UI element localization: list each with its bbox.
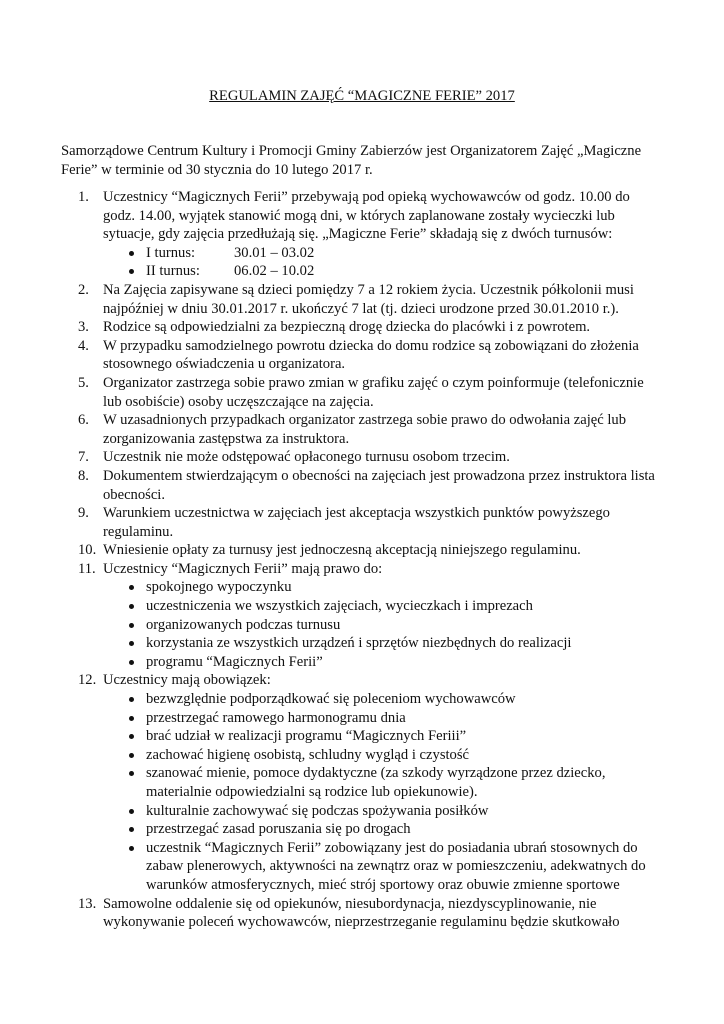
rule-text: Warunkiem uczestnictwa w zajęciach jest akceptacja wszystkich punktów powyższego regulaminu. [103, 505, 610, 540]
bullet-icon [129, 660, 134, 665]
rule-item [0, 504, 724, 541]
rule-number: 8. [78, 467, 89, 484]
rule-number: 1. [78, 189, 89, 205]
bullet-icon [129, 809, 134, 814]
bullet-icon [129, 269, 134, 274]
rights-list [0, 578, 724, 671]
rule-number: 12. [78, 672, 97, 689]
list-item: brać udział w realizacji programu “Magicznych Feriii” [0, 727, 724, 746]
rule-number: 3. [78, 319, 89, 336]
rule-item [0, 671, 724, 894]
bullet-icon [129, 604, 134, 609]
turnus-dates: 06.02 – 10.02 [234, 263, 315, 280]
rule-number: 4. [78, 337, 89, 354]
list-item: spokojnego wypoczynku [0, 578, 724, 597]
bullet-icon [129, 585, 134, 590]
rule-number: 11. [78, 560, 96, 577]
list-item: zachować higienę osobistą, schludny wygląd i czystość [0, 746, 724, 765]
bullet-icon [129, 716, 134, 721]
rule-text: Organizator zastrzega sobie prawo zmian w grafiku zajęć o czym poinformuje (telefonicznie lub osobiście) osoby uczęszczające na zajęcia. [103, 374, 644, 410]
bullet-icon [129, 641, 134, 646]
turnus-item [0, 262, 724, 281]
bullet-icon [129, 697, 134, 702]
list-item: przestrzegać zasad poruszania się po drogach [0, 820, 724, 839]
rule-text: Samowolne oddalenie się od opiekunów, niesubordynacja, niezdyscyplinowanie, nie wykonywanie poleceń wychowawców, nieprzestrzeganie regulaminu będzie skutkowało [103, 895, 620, 931]
rule-item [0, 374, 724, 411]
rule-item [0, 337, 724, 374]
turnus-list [0, 244, 724, 281]
list-item: organizowanych podczas turnusu [0, 616, 724, 635]
rule-text: Uczestnicy “Magicznych Ferii” przebywają pod opieką wychowawców od godz. 10.00 do godz. 14.00, wyjątek stanowić mogą dni, w których zaplanowane zostały wycieczki lub sytuacje, gdy zajęcia przedłużają się. „Magiczne Ferie” składają się z dwóch turnusów: [103, 189, 630, 243]
rule-item [0, 281, 724, 318]
turnus-dates: 30.01 – 03.02 [234, 244, 315, 261]
rule-number: 6. [78, 412, 89, 429]
rules-list [0, 188, 724, 932]
rule-number: 5. [78, 374, 89, 391]
rule-item [0, 467, 724, 504]
duties-list [0, 690, 724, 895]
bullet-icon [129, 753, 134, 758]
rule-number: 2. [78, 281, 89, 298]
intro-paragraph: Samorządowe Centrum Kultury i Promocji Gminy Zabierzów jest Organizatorem Zajęć „Magiczne Ferie” w terminie od 30 stycznia do 10 lutego 2017 r. [61, 143, 642, 178]
rule-text: Uczestnicy “Magicznych Ferii” mają prawo do: [103, 560, 383, 577]
bullet-icon [129, 846, 134, 851]
rule-number: 13. [78, 895, 97, 912]
rule-item [0, 411, 724, 448]
list-item: korzystania ze wszystkich urządzeń i sprzętów niezbędnych do realizacji [0, 634, 724, 653]
rule-item [0, 188, 724, 281]
rule-text: Na Zajęcia zapisywane są dzieci pomiędzy 7 a 12 rokiem życia. Uczestnik półkolonii musi najpóźniej w dniu 30.01.2017 r. ukończyć 7 lat (tj. dzieci urodzone przed 30.01.2010 r.). [103, 281, 634, 317]
rule-text: Uczestnik nie może odstępować opłaconego turnusu osobom trzecim. [103, 449, 510, 466]
rule-text: W uzasadnionych przypadkach organizator zastrzega sobie prawo do odwołania zajęć lub zorganizowania zastępstwa za instruktora. [103, 412, 627, 447]
list-item: przestrzegać ramowego harmonogramu dnia [0, 709, 724, 728]
turnus-label: I turnus: [146, 244, 196, 261]
list-item: uczestnik “Magicznych Ferii” zobowiązany jest do posiadania ubrań stosownych do zabaw plenerowych, aktywności na zewnątrz oraz w pomieszczeniu, adekwatnych do warunków atmosferycznych, mieć strój sportowy oraz obuwie zmienne sportowe [0, 839, 724, 895]
rule-text: Rodzice są odpowiedzialni za bezpieczną drogę dziecka do placówki i z powrotem. [103, 319, 591, 336]
list-item: uczestniczenia we wszystkich zajęciach, wycieczkach i imprezach [0, 597, 724, 616]
rule-item [0, 560, 724, 672]
rule-text: Uczestnicy mają obowiązek: [103, 672, 271, 689]
turnus-label: II turnus: [146, 263, 200, 280]
list-item: szanować mienie, pomoce dydaktyczne (za szkody wyrządzone przez dziecko, materialnie odpowiedzialni są rodzice lub opiekunowie). [0, 764, 724, 801]
bullet-icon [129, 734, 134, 739]
rule-number: 9. [78, 505, 89, 522]
rule-item [0, 448, 724, 467]
bullet-icon [129, 251, 134, 256]
rule-text: Wniesienie opłaty za turnusy jest jednoczesną akceptacją niniejszego regulaminu. [103, 542, 581, 559]
list-item: kulturalnie zachowywać się podczas spożywania posiłków [0, 802, 724, 821]
rule-item [0, 318, 724, 337]
list-item: programu “Magicznych Ferii” [0, 653, 724, 672]
rule-item [0, 895, 724, 932]
turnus-item [0, 244, 724, 263]
rule-item [0, 541, 724, 560]
rule-number: 10. [78, 542, 97, 559]
bullet-icon [129, 623, 134, 628]
bullet-icon [129, 771, 134, 776]
bullet-icon [129, 827, 134, 832]
rule-text: W przypadku samodzielnego powrotu dziecka do domu rodzice są zobowiązani do złożenia stosownego oświadczenia u organizatora. [103, 337, 639, 373]
rule-text: Dokumentem stwierdzającym o obecności na zajęciach jest prowadzona przez instruktora lista obecności. [103, 467, 655, 503]
document-title: REGULAMIN ZAJĘĆ “MAGICZNE FERIE” 2017 [209, 88, 515, 104]
list-item: bezwzględnie podporządkować się poleceniom wychowawców [0, 690, 724, 709]
rule-number: 7. [78, 449, 89, 466]
